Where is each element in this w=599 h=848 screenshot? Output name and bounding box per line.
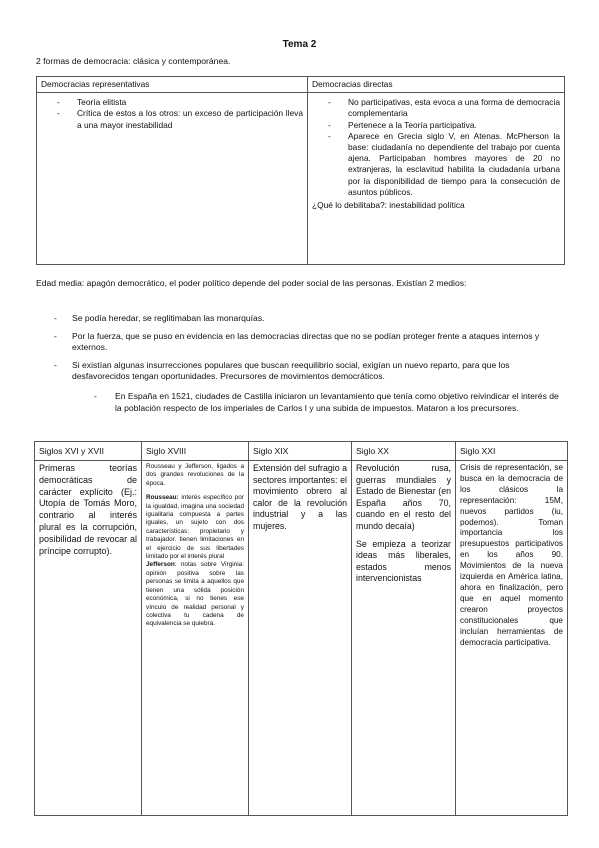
cell-siglo-xix: Extensión del sufragio a sectores importantes: el movimiento obrero al calor de la revolución industrial y a las mujeres. [249,461,352,816]
cell-siglo-xx [352,461,456,816]
list-item: - Aparece en Grecia siglo V, en Atenas. McPherson la base: ciudadanía no dependiente del trabajo por cuenta ajena. Participaban hombres mayores de 20 no extranjeras, la esclavitud habilita la ciudadanía urbana por la disponibilidad de tiempo para la consecución de asuntos públicos. [312,131,560,198]
cell-siglo-xxi: Crisis de representación, se busca en la democracia de los clásicos la representación: 15M, nuevos partidos (iu, podemos). Toman importancia los presupuestos participativos en los años 90. Movimientos de la nueva izquierda en América latina, ahora en finalización, pero que en aquel momento crearon proyectos constitucionales que incluían herramientas de democracia participativa. [456,461,568,816]
intro-line: 2 formas de democracia: clásica y contemporánea. [36,56,231,66]
cell-directas [308,93,565,265]
page-title: Tema 2 [282,39,317,50]
header-siglo-xix: Siglo XIX [249,442,352,461]
rousseau-label: Rousseau: [146,494,179,502]
header-siglos-xvi-xvii: Siglos XVI y XVII [35,442,142,461]
list-item: - Pertenece a la Teoría participativa. [312,120,560,131]
header-directas: Democracias directas [308,77,565,93]
header-siglo-xx: Siglo XX [352,442,456,461]
cell-footer-question: ¿Qué lo debilitaba?: inestabilidad política [312,200,465,211]
list-item: - Por la fuerza, que se puso en evidencia en las democracias directas que no se podían proteger frente a ataques internos y externos. [36,331,566,354]
medios-list [36,313,566,389]
jefferson-paragraph [146,561,244,628]
jefferson-text: : notas sobre Virginia: opinión positiva sobre las personas se limita a aquellos que tienen una sólida posición económica, si no tienes ese vínculo de realidad personal y colectiva tu cadena de equivalencia se quiebra. [146,561,244,628]
cell-siglo-xviii [142,461,249,816]
cell-paragraph: Revolución rusa, guerras mundiales y Estado de Bienestar (en España años 70, cuando en el resto del mundo decaía) [356,463,451,531]
jefferson-label: Jefferson [146,561,175,569]
cell-paragraph: Rousseau y Jefferson, ligados a dos grandes revoluciones de la época. [146,463,244,487]
header-representativas: Democracias representativas [37,77,308,93]
cell-siglos-xvi-xvii: Primeras teorías democráticas de carácter explícito (Ej.: Utopía de Tomás Moro, contrario al interés plural es la corrupción, posibilidad de revocar al príncipe corrupto). [35,461,142,816]
list-item: - Teoría elitista [41,97,303,108]
cell-paragraph: Se empieza a teorizar ideas más liberales, estados menos intervencionistas [356,538,451,584]
list-item: - No participativas, esta evoca a una forma de democracia complementaria [312,97,560,119]
cell-representativas [37,93,308,265]
header-siglo-xxi: Siglo XXI [456,442,568,461]
list-item: - En España en 1521, ciudades de Castilla iniciaron un levantamiento que tenía como objetivo reivindicar el interés de la población respecto de los imperiales de Carlos I y una subida de impuestos. Mataron a los precursores. [36,391,566,414]
democracy-types-table [36,76,565,265]
centuries-table [34,441,568,816]
edad-media-paragraph: Edad media: apagón democrático, el poder político depende del poder social de las personas. Existían 2 medios: [36,278,467,288]
list-item: - Se podía heredar, se reglitimaban las monarquías. [36,313,566,325]
rousseau-paragraph [146,494,244,561]
rousseau-text: interés específico por la igualdad, imagina una sociedad igualitaria compuesta a partes iguales, un sujeto con dos características: propietario y trabajador. tienen limitaciones en el ejercicio de sus libertades limitado por el interés plural [146,494,244,561]
sub-list [36,391,566,414]
header-siglo-xviii: Siglo XVIII [142,442,249,461]
list-item: - Crítica de estos a los otros: un exceso de participación lleva a una mayor inestabilidad [41,108,303,130]
list-item: - Si existían algunas insurrecciones populares que buscan reequilibrio social, exigían un nuevo reparto, para que los desfavorecidos tengan oportunidades. Precursores de movimientos democráticos. [36,360,566,383]
